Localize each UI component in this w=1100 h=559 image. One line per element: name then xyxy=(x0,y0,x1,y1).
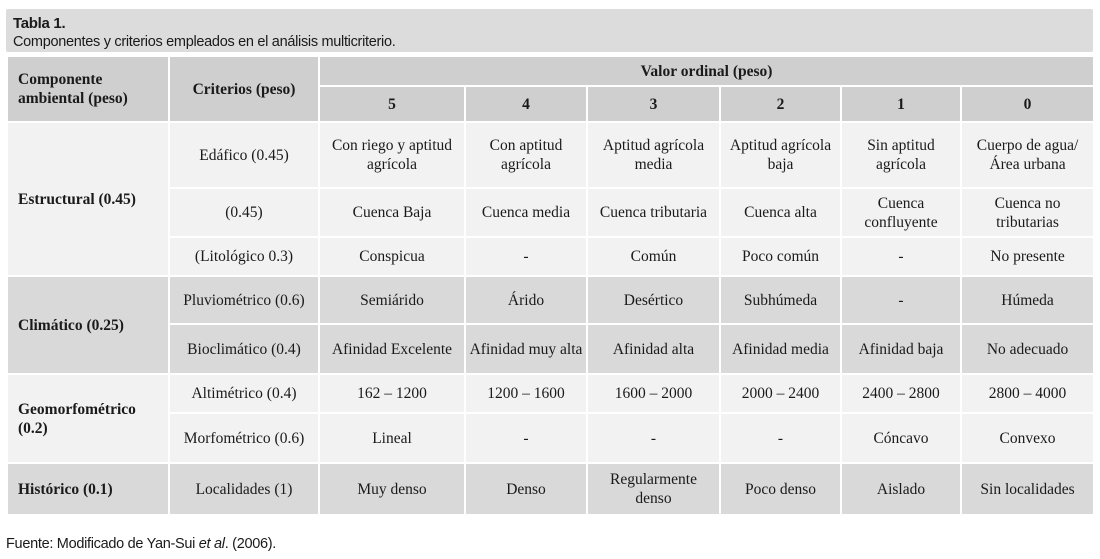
value-cell: 2000 – 2400 xyxy=(720,374,841,413)
header-level: 3 xyxy=(587,86,720,122)
value-cell: Afinidad muy alta xyxy=(465,324,587,374)
table-row xyxy=(7,188,1094,237)
criterion-cell: Edáfico (0.45) xyxy=(169,122,319,188)
value-cell: Afinidad baja xyxy=(841,324,961,374)
table-row xyxy=(7,276,1094,324)
value-cell: Poco común xyxy=(720,237,841,276)
value-cell: Cuenca Baja xyxy=(319,188,465,237)
value-cell: Cuenca confluyente xyxy=(841,188,961,237)
table-row xyxy=(7,463,1094,515)
table-title: Tabla 1. xyxy=(13,15,66,32)
value-cell: Cuenca alta xyxy=(720,188,841,237)
table-row xyxy=(7,413,1094,463)
value-cell: No presente xyxy=(961,237,1094,276)
value-cell: Aptitud agrícola media xyxy=(587,122,720,188)
value-cell: Conspicua xyxy=(319,237,465,276)
value-cell: - xyxy=(720,413,841,463)
header-component: Componente ambiental (peso) xyxy=(7,56,169,122)
criterion-cell: Morfométrico (0.6) xyxy=(169,413,319,463)
value-cell: Árido xyxy=(465,276,587,324)
value-cell: Cuerpo de agua/Área urbana xyxy=(961,122,1094,188)
value-cell: 2800 – 4000 xyxy=(961,374,1094,413)
criterion-cell: (0.45) xyxy=(169,188,319,237)
value-cell: Desértico xyxy=(587,276,720,324)
criterion-cell: (Litológico 0.3) xyxy=(169,237,319,276)
header-level: 0 xyxy=(961,86,1094,122)
criterion-cell: Localidades (1) xyxy=(169,463,319,515)
table-row xyxy=(7,237,1094,276)
value-cell: 162 – 1200 xyxy=(319,374,465,413)
component-cell: Histórico (0.1) xyxy=(7,463,169,515)
value-cell: Con aptitud agrícola xyxy=(465,122,587,188)
value-cell: - xyxy=(465,237,587,276)
table-subtitle: Componentes y criterios empleados en el análisis multicriterio. xyxy=(13,34,396,50)
table-row xyxy=(7,324,1094,374)
criterion-cell: Bioclimático (0.4) xyxy=(169,324,319,374)
value-cell: Húmeda xyxy=(961,276,1094,324)
value-cell: Regularmente denso xyxy=(587,463,720,515)
header-ordinal: Valor ordinal (peso) xyxy=(319,56,1094,86)
header-criteria: Criterios (peso) xyxy=(169,56,319,122)
value-cell: Convexo xyxy=(961,413,1094,463)
value-cell: Afinidad media xyxy=(720,324,841,374)
table-source: Fuente: Modificado de Yan-Sui et al. (2006). xyxy=(6,536,277,552)
value-cell: - xyxy=(841,237,961,276)
value-cell: No adecuado xyxy=(961,324,1094,374)
value-cell: Denso xyxy=(465,463,587,515)
value-cell: Afinidad alta xyxy=(587,324,720,374)
value-cell: Semiárido xyxy=(319,276,465,324)
header-level: 2 xyxy=(720,86,841,122)
value-cell: Cóncavo xyxy=(841,413,961,463)
value-cell: Con riego y aptitud agrícola xyxy=(319,122,465,188)
value-cell: Muy denso xyxy=(319,463,465,515)
value-cell: - xyxy=(841,276,961,324)
value-cell: Lineal xyxy=(319,413,465,463)
value-cell: Sin aptitud agrícola xyxy=(841,122,961,188)
table-row xyxy=(7,122,1094,188)
criteria-table xyxy=(6,55,1095,516)
value-cell: Aptitud agrícola baja xyxy=(720,122,841,188)
criterion-cell: Altimétrico (0.4) xyxy=(169,374,319,413)
value-cell: Cuenca no tributarias xyxy=(961,188,1094,237)
value-cell: Cuenca media xyxy=(465,188,587,237)
value-cell: Aislado xyxy=(841,463,961,515)
value-cell: Común xyxy=(587,237,720,276)
value-cell: 2400 – 2800 xyxy=(841,374,961,413)
header-level: 4 xyxy=(465,86,587,122)
value-cell: - xyxy=(587,413,720,463)
value-cell: Afinidad Excelente xyxy=(319,324,465,374)
value-cell: Subhúmeda xyxy=(720,276,841,324)
header-level: 5 xyxy=(319,86,465,122)
table-caption xyxy=(6,9,1093,52)
table-row xyxy=(7,374,1094,413)
header-level: 1 xyxy=(841,86,961,122)
component-cell: Climático (0.25) xyxy=(7,276,169,374)
value-cell: 1200 – 1600 xyxy=(465,374,587,413)
value-cell: 1600 – 2000 xyxy=(587,374,720,413)
value-cell: Cuenca tributaria xyxy=(587,188,720,237)
component-cell: Estructural (0.45) xyxy=(7,122,169,276)
criterion-cell: Pluviométrico (0.6) xyxy=(169,276,319,324)
value-cell: Sin localidades xyxy=(961,463,1094,515)
component-cell: Geomorfométrico (0.2) xyxy=(7,374,169,463)
value-cell: - xyxy=(465,413,587,463)
value-cell: Poco denso xyxy=(720,463,841,515)
